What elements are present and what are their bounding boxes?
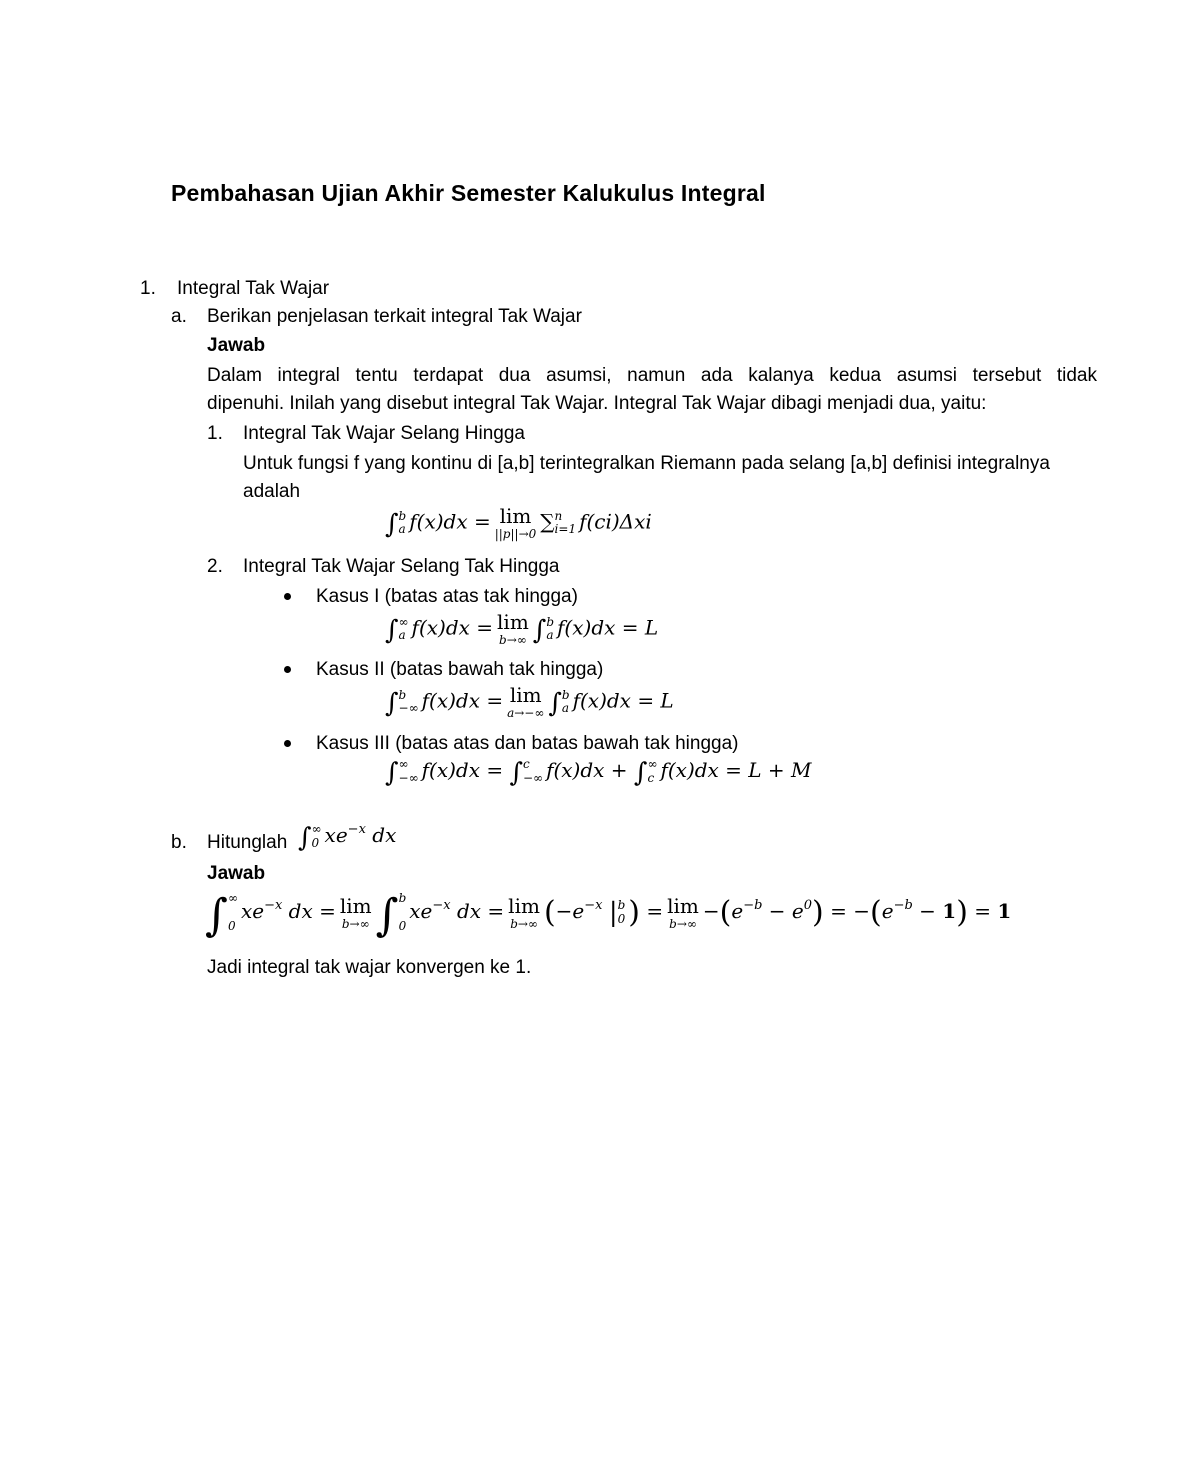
bullet-icon xyxy=(284,593,291,600)
sub2-heading: Integral Tak Wajar Selang Tak Hingga xyxy=(243,556,560,577)
case2-label: Kasus II (batas bawah tak hingga) xyxy=(316,659,604,680)
sub1-text-line1: Untuk fungsi f yang kontinu di [a,b] terintegralkan Riemann pada selang [a,b] definisi integralnya xyxy=(243,453,1050,474)
formula-solution: ∫ ∞ 0 $xe^{-x}$ dx = lim b→∞ ∫ b 0 $xe^{-x}$ dx = lim b→∞ ($-e^{-x}$ | b 0 ) = lim b→∞ $-(e^{-b} - e^0) = -(e^{-b} - 1) = 1$ xyxy=(205,890,1012,941)
sub2-number: 2. xyxy=(207,556,223,577)
sub1-text-line2: adalah xyxy=(243,481,301,502)
formula-riemann: ∫ b a f(x)dx = lim ||p||→0 ∑ n i=1 f(ci)Δxi xyxy=(385,504,652,541)
sub1-heading: Integral Tak Wajar Selang Hingga xyxy=(243,423,525,444)
formula-case2: ∫ b −∞ f(x)dx = lim a→−∞ ∫ b a f(x)dx = L xyxy=(385,683,674,720)
case1-label: Kasus I (batas atas tak hingga) xyxy=(316,586,578,607)
section-heading: Integral Tak Wajar xyxy=(177,278,330,299)
part-b-question: Hitunglah xyxy=(207,832,288,853)
case3-label: Kasus III (batas atas dan batas bawah tak hingga) xyxy=(316,733,739,754)
part-a-question: Berikan penjelasan terkait integral Tak Wajar xyxy=(207,306,582,327)
formula-question-b: ∫ ∞ 0 $xe^{-x}$ dx xyxy=(298,822,397,853)
formula-case1: ∫ ∞ a f(x)dx = lim b→∞ ∫ b a f(x)dx = L xyxy=(385,610,659,647)
part-b-answer-label: Jawab xyxy=(207,863,266,884)
page-title: Pembahasan Ujian Akhir Semester Kalukulus Integral xyxy=(171,180,766,206)
sub1-number: 1. xyxy=(207,423,223,444)
part-a-answer-label: Jawab xyxy=(207,335,266,356)
part-a-letter: a. xyxy=(171,306,187,327)
bullet-icon xyxy=(284,740,291,747)
part-a-paragraph-line2: dipenuhi. Inilah yang disebut integral Tak Wajar. Integral Tak Wajar dibagi menjadi dua, yaitu: xyxy=(207,393,987,414)
part-a-paragraph-line1: Dalam integral tentu terdapat dua asumsi, namun ada kalanya kedua asumsi tersebut tidak xyxy=(207,365,1097,386)
formula-case3: ∫ ∞ −∞ f(x)dx = ∫ c −∞ f(x)dx + ∫ ∞ c f(x)dx = L + M xyxy=(385,757,812,788)
section-number: 1. xyxy=(140,278,156,299)
part-b-conclusion: Jadi integral tak wajar konvergen ke 1. xyxy=(207,957,532,978)
bullet-icon xyxy=(284,666,291,673)
part-b-letter: b. xyxy=(171,832,187,853)
